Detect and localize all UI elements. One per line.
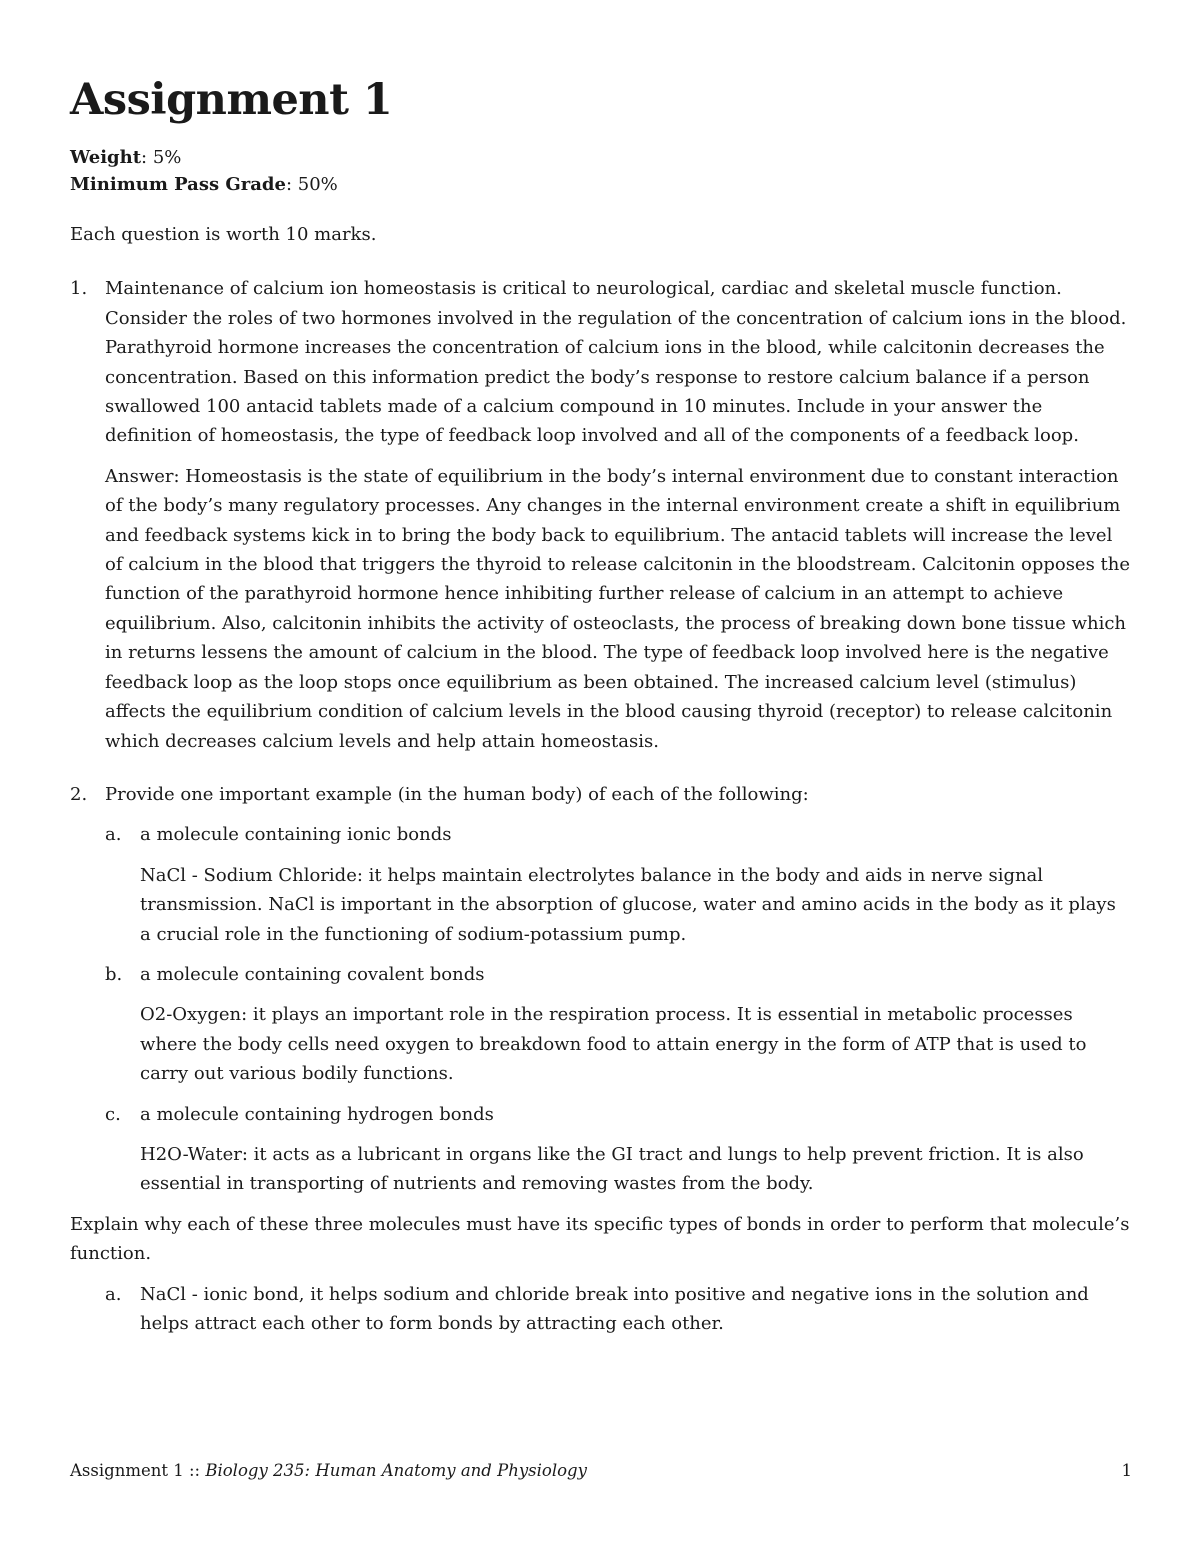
question-1 — [70, 274, 1132, 756]
question-text: Maintenance of calcium ion homeostasis is critical to neurological, cardiac and skeletal muscle function. Consider the roles of two hormones involved in the regulation of the concentration of calcium ions in the blood. Parathyroid hormone increases the concentration of calcium ions in the blood, while calcitonin decreases the concentration. Based on this information predict the body’s response to restore calcium balance if a person swallowed 100 antacid tablets made of a calcium compound in 10 minutes. Include in your answer the definition of homeostasis, the type of feedback loop involved and all of the components of a feedback loop. — [105, 278, 1127, 447]
sub-letter: a. — [105, 1283, 122, 1305]
answer-text: Answer: Homeostasis is the state of equilibrium in the body’s internal environment due to constant interaction of the body’s many regulatory processes. Any changes in the internal environment create a shift in equilibrium and feedback systems kick in to bring the body back to equilibrium. The antacid tablets will increase the level of calcium in the blood that triggers the thyroid to release calcitonin in the bloodstream. Calcitonin opposes the function of the parathyroid hormone hence inhibiting further release of calcium in an attempt to achieve equilibrium. Also, calcitonin inhibits the activity of osteoclasts, the process of breaking down bone tissue which in returns lessens the amount of calcium in the blood. The type of feedback loop involved here is the negative feedback loop as the loop stops once equilibrium as been obtained. The increased calcium level (stimulus) affects the equilibrium condition of calcium levels in the blood causing thyroid (receptor) to release calcitonin which decreases calcium levels and help attain homeostasis. — [105, 465, 1131, 752]
question-list — [70, 274, 1132, 1198]
sub-question-b — [105, 960, 1132, 1089]
question-text: Provide one important example (in the human body) of each of the following: — [105, 783, 809, 805]
sub-prompt: a molecule containing ionic bonds — [140, 824, 452, 846]
sub-question-list — [105, 820, 1132, 1198]
sub-letter: b. — [105, 963, 123, 985]
page-footer — [70, 1459, 1132, 1483]
explain-text: NaCl - ionic bond, it helps sodium and chloride break into positive and negative ions in the solution and helps attract each other to form bonds by attracting each other. — [140, 1283, 1089, 1334]
page-number: 1 — [1121, 1461, 1132, 1480]
explain-item-a — [105, 1280, 1132, 1339]
sub-answer: O2-Oxygen: it plays an important role in the respiration process. It is essential in metabolic processes where the body cells need oxygen to breakdown food to attain energy in the form of ATP that is used to carry out various bodily functions. — [140, 1004, 1087, 1085]
question-2 — [70, 780, 1132, 1199]
sub-question-c — [105, 1100, 1132, 1199]
sub-answer: NaCl - Sodium Chloride: it helps maintain electrolytes balance in the body and aids in nerve signal transmission. NaCl is important in the absorption of glucose, water and amino acids in the body as it plays a crucial role in the functioning of sodium-potassium pump. — [140, 864, 1116, 945]
intro-text: Each question is worth 10 marks. — [70, 224, 377, 245]
weight-value: : 5% — [141, 147, 182, 168]
footer-prefix: Assignment 1 :: — [70, 1461, 206, 1480]
sub-answer: H2O-Water: it acts as a lubricant in organs like the GI tract and lungs to help prevent friction. It is also essential in transporting of nutrients and removing wastes from the body. — [140, 1143, 1084, 1195]
sub-letter: c. — [105, 1103, 121, 1125]
sub-prompt: a molecule containing hydrogen bonds — [140, 1103, 494, 1125]
min-pass-value: : 50% — [285, 174, 338, 195]
document-page — [70, 70, 1132, 1338]
min-pass-label: Minimum Pass Grade — [70, 174, 286, 195]
question-number: 1. — [70, 278, 88, 300]
sub-prompt: a molecule containing covalent bonds — [140, 963, 485, 985]
page-title: Assignment 1 — [70, 75, 393, 125]
question-number: 2. — [70, 783, 88, 805]
weight-label: Weight — [70, 147, 142, 168]
sub-letter: a. — [105, 824, 122, 846]
explain-prompt: Explain why each of these three molecules must have its specific types of bonds in order to perform that molecule’s function. — [70, 1213, 1130, 1265]
sub-question-a — [105, 820, 1132, 949]
footer-course: Biology 235: Human Anatomy and Physiology — [205, 1461, 587, 1480]
weight-line — [70, 144, 1132, 171]
min-pass-line — [70, 171, 1132, 198]
explain-list — [105, 1280, 1132, 1339]
